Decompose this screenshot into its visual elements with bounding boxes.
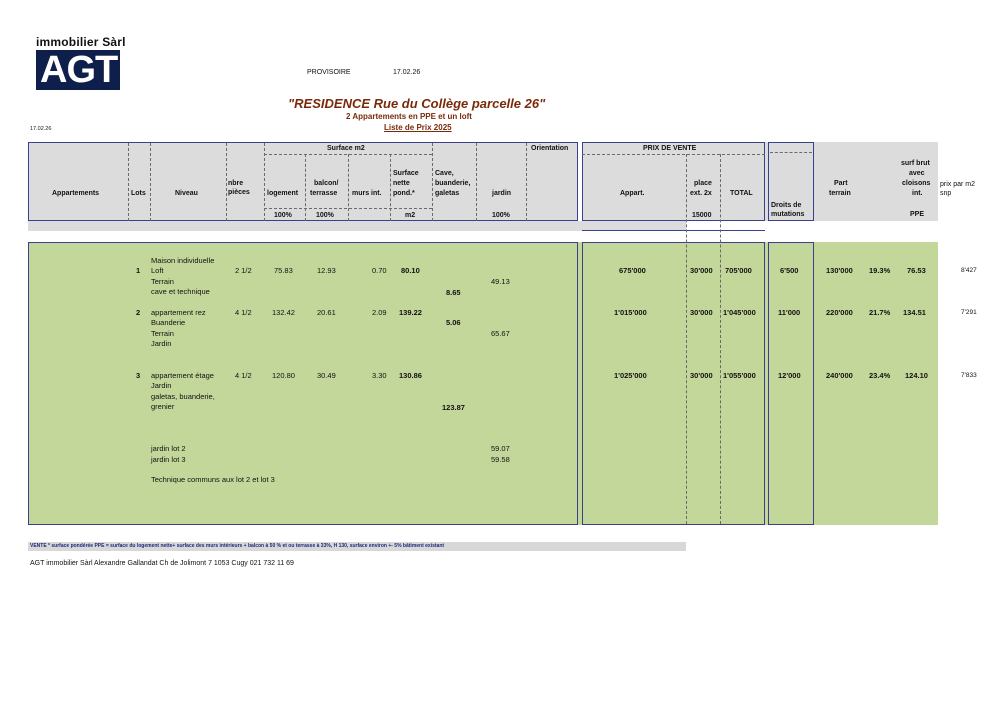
col-sep	[390, 154, 391, 221]
lot2-ppe: 134.51	[903, 308, 926, 317]
row-sep	[582, 154, 765, 155]
pct-jardin: 100%	[492, 212, 510, 219]
col-header-place-ext: ext. 2x	[690, 190, 712, 197]
col-header-orientation: Orientation	[531, 145, 569, 152]
date-left: 17.02.26	[30, 126, 52, 132]
col-sep	[526, 143, 527, 221]
price-list-title: Liste de Prix 2025	[384, 123, 452, 132]
lot1-cave: 8.65	[446, 288, 461, 297]
col-header-appartements: Appartements	[52, 190, 100, 197]
lot1-balcon: 12.93	[317, 266, 336, 275]
col-header-prix-m2: prix par m2	[940, 181, 976, 188]
row-sep	[264, 154, 432, 155]
subtitle: 2 Appartements en PPE et un loft	[346, 112, 472, 121]
col-sep	[686, 154, 687, 524]
logo-brand: AGT	[40, 49, 118, 91]
status-date: 17.02.26	[393, 69, 421, 76]
lot3-total: 1'055'000	[723, 371, 756, 380]
lot2-number: 2	[136, 308, 141, 317]
lot3-cave: 123.87	[442, 403, 465, 412]
jardin2-label: jardin lot 2	[151, 444, 186, 453]
col-header-appart: Appart.	[620, 190, 645, 197]
company-tagline: immobilier Sàrl	[36, 35, 126, 49]
lot1-snp: 80.10	[401, 266, 420, 275]
footnote: VENTE * surface pondérée PPE = surface du logement nette+ surface des murs intérieurs + balcon à 50 % et ou terrasse à 33%, H 130, surface environ +- 5% bâtiment existant	[28, 542, 686, 551]
col-sep	[432, 143, 433, 221]
lot2-murs: 2.09	[372, 308, 387, 317]
unit-m2: m2	[405, 212, 416, 219]
technique-note: Technique communs aux lot 2 et lot 3	[151, 475, 275, 484]
col-header-surface: Surface	[393, 170, 419, 177]
lot1-droits: 6'500	[780, 266, 799, 275]
col-header-part: Part	[834, 180, 848, 187]
lot1-murs: 0.70	[372, 266, 387, 275]
col-header-pieces: pièces	[228, 189, 250, 196]
lot2-place: 30'000	[690, 308, 713, 317]
status-label: PROVISOIRE	[307, 69, 351, 76]
lot2-balcon: 20.61	[317, 308, 336, 317]
col-header-nette: nette	[393, 180, 410, 187]
jardin3-label: jardin lot 3	[151, 455, 186, 464]
lot1-jardin: 49.13	[491, 277, 510, 286]
lot3-grenier-label: grenier	[151, 402, 175, 411]
col-header-buanderie: buanderie,	[435, 180, 471, 187]
pct-balcon: 100%	[316, 212, 334, 219]
lot1-part-terrain: 130'000	[826, 266, 853, 275]
lot3-prix-m2: 7'833	[961, 372, 977, 379]
col-header-ppe: PPE	[910, 211, 925, 218]
lot2-droits: 11'000	[778, 308, 801, 317]
pct-logement: 100%	[274, 212, 292, 219]
lot3-snp: 130.86	[399, 371, 422, 380]
col-header-snp: snp	[940, 190, 952, 197]
lot3-number: 3	[136, 371, 141, 380]
lot2-prix-m2: 7'291	[961, 309, 977, 316]
lot3-ppe: 124.10	[905, 371, 928, 380]
col-header-cloisons: cloisons	[902, 180, 931, 187]
col-header-jardin: jardin	[492, 190, 512, 197]
lot2-pct: 21.7%	[869, 308, 891, 317]
body-frame-prix	[582, 242, 765, 525]
col-header-total: TOTAL	[730, 190, 753, 197]
lot1-type: Loft	[151, 266, 164, 275]
col-sep	[226, 143, 227, 221]
lot3-appart: 1'025'000	[614, 371, 647, 380]
body-frame-droits	[768, 242, 814, 525]
lot2-jardin-label: Jardin	[151, 339, 172, 348]
lot2-part-terrain: 220'000	[826, 308, 853, 317]
lot3-pct: 23.4%	[869, 371, 891, 380]
jardin3-value: 59.58	[491, 455, 510, 464]
col-header-surf-brut: surf brut	[901, 160, 930, 167]
lot2-total: 1'045'000	[723, 308, 756, 317]
lot3-balcon: 30.49	[317, 371, 336, 380]
lot3-droits: 12'000	[778, 371, 801, 380]
lot1-logement: 75.83	[274, 266, 293, 275]
lot3-pieces: 4 1/2	[235, 371, 252, 380]
lot1-appart: 675'000	[619, 266, 646, 275]
lot3-jardin-label: Jardin	[151, 381, 172, 390]
lot1-pieces: 2 1/2	[235, 266, 252, 275]
lot1-ppe: 76.53	[907, 266, 926, 275]
col-header-galetas: galetas	[435, 190, 460, 197]
col-sep	[150, 143, 151, 221]
col-header-int: int.	[912, 190, 923, 197]
col-header-cave: Cave,	[435, 170, 454, 177]
lot2-type: appartement rez	[151, 308, 206, 317]
col-header-surface-group: Surface m2	[327, 145, 365, 152]
col-header-niveau: Niveau	[175, 190, 198, 197]
page-title: "RESIDENCE Rue du Collège parcelle 26"	[288, 96, 546, 111]
col-header-place: place	[694, 180, 712, 187]
col-sep	[720, 154, 721, 524]
col-header-logement: logement	[267, 190, 299, 197]
lot3-murs: 3.30	[372, 371, 387, 380]
col-sep	[128, 143, 129, 221]
lot2-terrain-label: Terrain	[151, 329, 174, 338]
col-header-terrain: terrain	[829, 190, 851, 197]
lot2-snp: 139.22	[399, 308, 422, 317]
lot3-galetas-label: galetas, buanderie,	[151, 392, 215, 401]
col-header-terrasse: terrasse	[310, 190, 338, 197]
lot1-pct: 19.3%	[869, 266, 891, 275]
lot2-pieces: 4 1/2	[235, 308, 252, 317]
lot3-logement: 120.80	[272, 371, 295, 380]
col-header-avec: avec	[909, 170, 925, 177]
lot1-terrain-label: Terrain	[151, 277, 174, 286]
lot1-total: 705'000	[725, 266, 752, 275]
lot1-desc: Maison individuelle	[151, 256, 215, 265]
col-header-murs: murs int.	[352, 190, 382, 197]
lot2-buanderie-label: Buanderie	[151, 318, 186, 327]
lot1-number: 1	[136, 266, 141, 275]
lot1-cave-label: cave et technique	[151, 287, 210, 296]
lot3-part-terrain: 240'000	[826, 371, 853, 380]
lot2-jardin: 65.67	[491, 329, 510, 338]
contact-line: AGT immobilier Sàrl Alexandre Gallandat Ch de Jolimont 7 1053 Cugy 021 732 11 69	[30, 560, 294, 567]
row-sep	[264, 208, 432, 209]
lot1-place: 30'000	[690, 266, 713, 275]
lot3-place: 30'000	[690, 371, 713, 380]
lot2-appart: 1'015'000	[614, 308, 647, 317]
col-sep	[476, 143, 477, 221]
col-header-prix-group: PRIX DE VENTE	[643, 145, 697, 152]
place-price: 15000	[692, 212, 712, 219]
col-header-mutations: mutations	[771, 211, 805, 218]
col-header-balcon: balcon/	[314, 180, 339, 187]
lot1-prix-m2: 8'427	[961, 267, 977, 274]
col-header-lots: Lots	[131, 190, 146, 197]
col-header-pond: pond.*	[393, 190, 415, 197]
jardin2-value: 59.07	[491, 444, 510, 453]
lot3-type: appartement étage	[151, 371, 214, 380]
col-sep	[348, 154, 349, 221]
lot2-logement: 132.42	[272, 308, 295, 317]
row-sep	[770, 152, 812, 153]
prix-divider	[582, 230, 765, 231]
col-header-droits: Droits de	[771, 202, 802, 209]
lot2-cave: 5.06	[446, 318, 461, 327]
col-header-nbre: nbre	[228, 180, 244, 187]
col-sep	[305, 154, 306, 221]
